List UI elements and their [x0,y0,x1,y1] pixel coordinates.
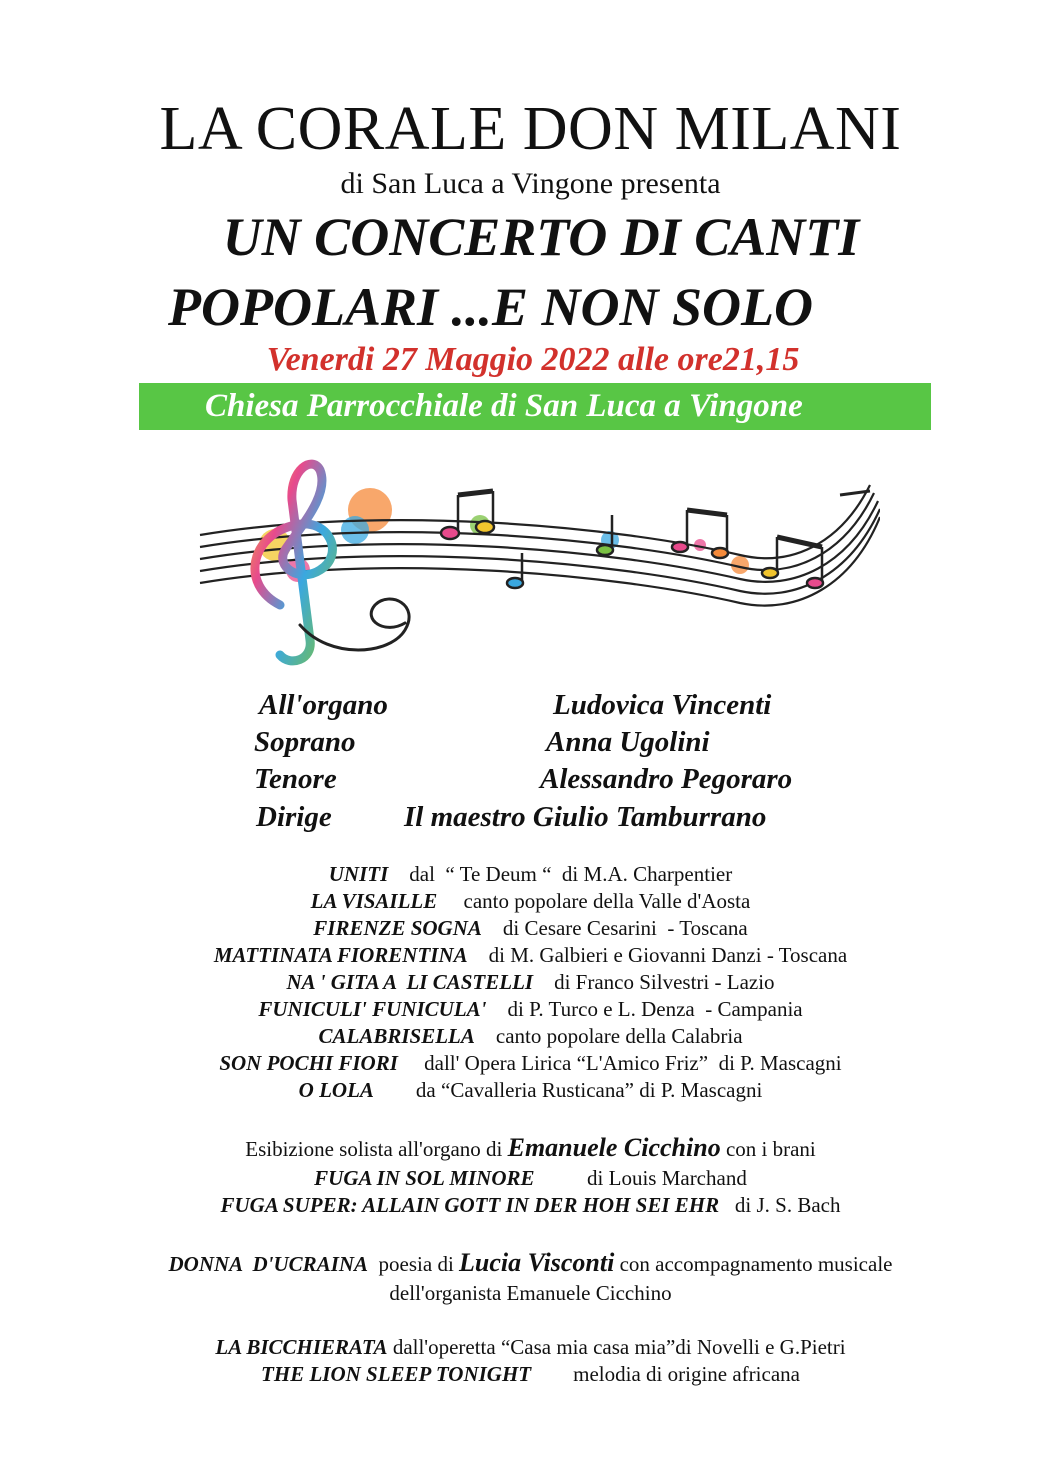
program-item: SON POCHI FIORI dall' Opera Lirica “L'Amico Friz” di P. Mascagni [219,1051,842,1075]
organ-piece: FUGA IN SOL MINORE di Louis Marchand [314,1166,747,1190]
program-item: LA VISAILLE canto popolare della Valle d'Aosta [310,889,751,913]
organ-piece: FUGA SUPER: ALLAIN GOTT IN DER HOH SEI EHR di J. S. Bach [220,1193,841,1217]
program-item: UNITI dal “ Te Deum “ di M.A. Charpentier [328,862,733,886]
venue-text: Chiesa Parrocchiale di San Luca a Vingone [205,388,803,424]
venue-banner [139,383,931,430]
program-item: FIRENZE SOGNA di Cesare Cesarini - Toscana [313,916,748,940]
poem-line2: dell'organista Emanuele Cicchino [389,1281,672,1305]
concert-title-line1: UN CONCERTO DI CANTI [222,207,860,267]
performer-role: Soprano [254,726,356,758]
performer-role: Dirige [256,801,332,833]
program-item: CALABRISELLA canto popolare della Calabria [318,1024,743,1048]
choir-subtitle: di San Luca a Vingone presenta [340,167,721,200]
performer-name: Ludovica Vincenti [553,689,772,721]
music-notes-illustration [180,455,880,680]
finale-item: THE LION SLEEP TONIGHT melodia di origine africana [261,1362,800,1386]
program-item: NA ' GITA A LI CASTELLI di Franco Silvestri - Lazio [286,970,775,994]
program-item: MATTINATA FIORENTINA di M. Galbieri e Giovanni Danzi - Toscana [213,943,848,967]
performer-role: Tenore [254,763,337,795]
program-item: O LOLA da “Cavalleria Rusticana” di P. Mascagni [298,1078,763,1102]
concert-date: Venerdi 27 Maggio 2022 alle ore21,15 [266,341,800,378]
performer-name: Anna Ugolini [546,726,710,758]
performer-name: Il maestro Giulio Tamburrano [404,801,767,833]
organ-solo-intro: Esibizione solista all'organo di Emanuele Cicchino con i brani [245,1133,816,1162]
concert-title-line2: POPOLARI ...E NON SOLO [168,277,814,337]
finale-item: LA BICCHIERATA dall'operetta “Casa mia casa mia”di Novelli e G.Pietri [215,1335,846,1359]
choir-title: LA CORALE DON MILANI [159,95,902,163]
performer-name: Alessandro Pegoraro [540,763,793,795]
treble-clef [255,464,409,661]
performer-role: All'organo [259,689,388,721]
program-item: FUNICULI' FUNICULA' di P. Turco e L. Denza - Campania [258,997,803,1021]
poem-line: DONNA D'UCRAINA poesia di Lucia Visconti con accompagnamento musicale [168,1248,893,1277]
